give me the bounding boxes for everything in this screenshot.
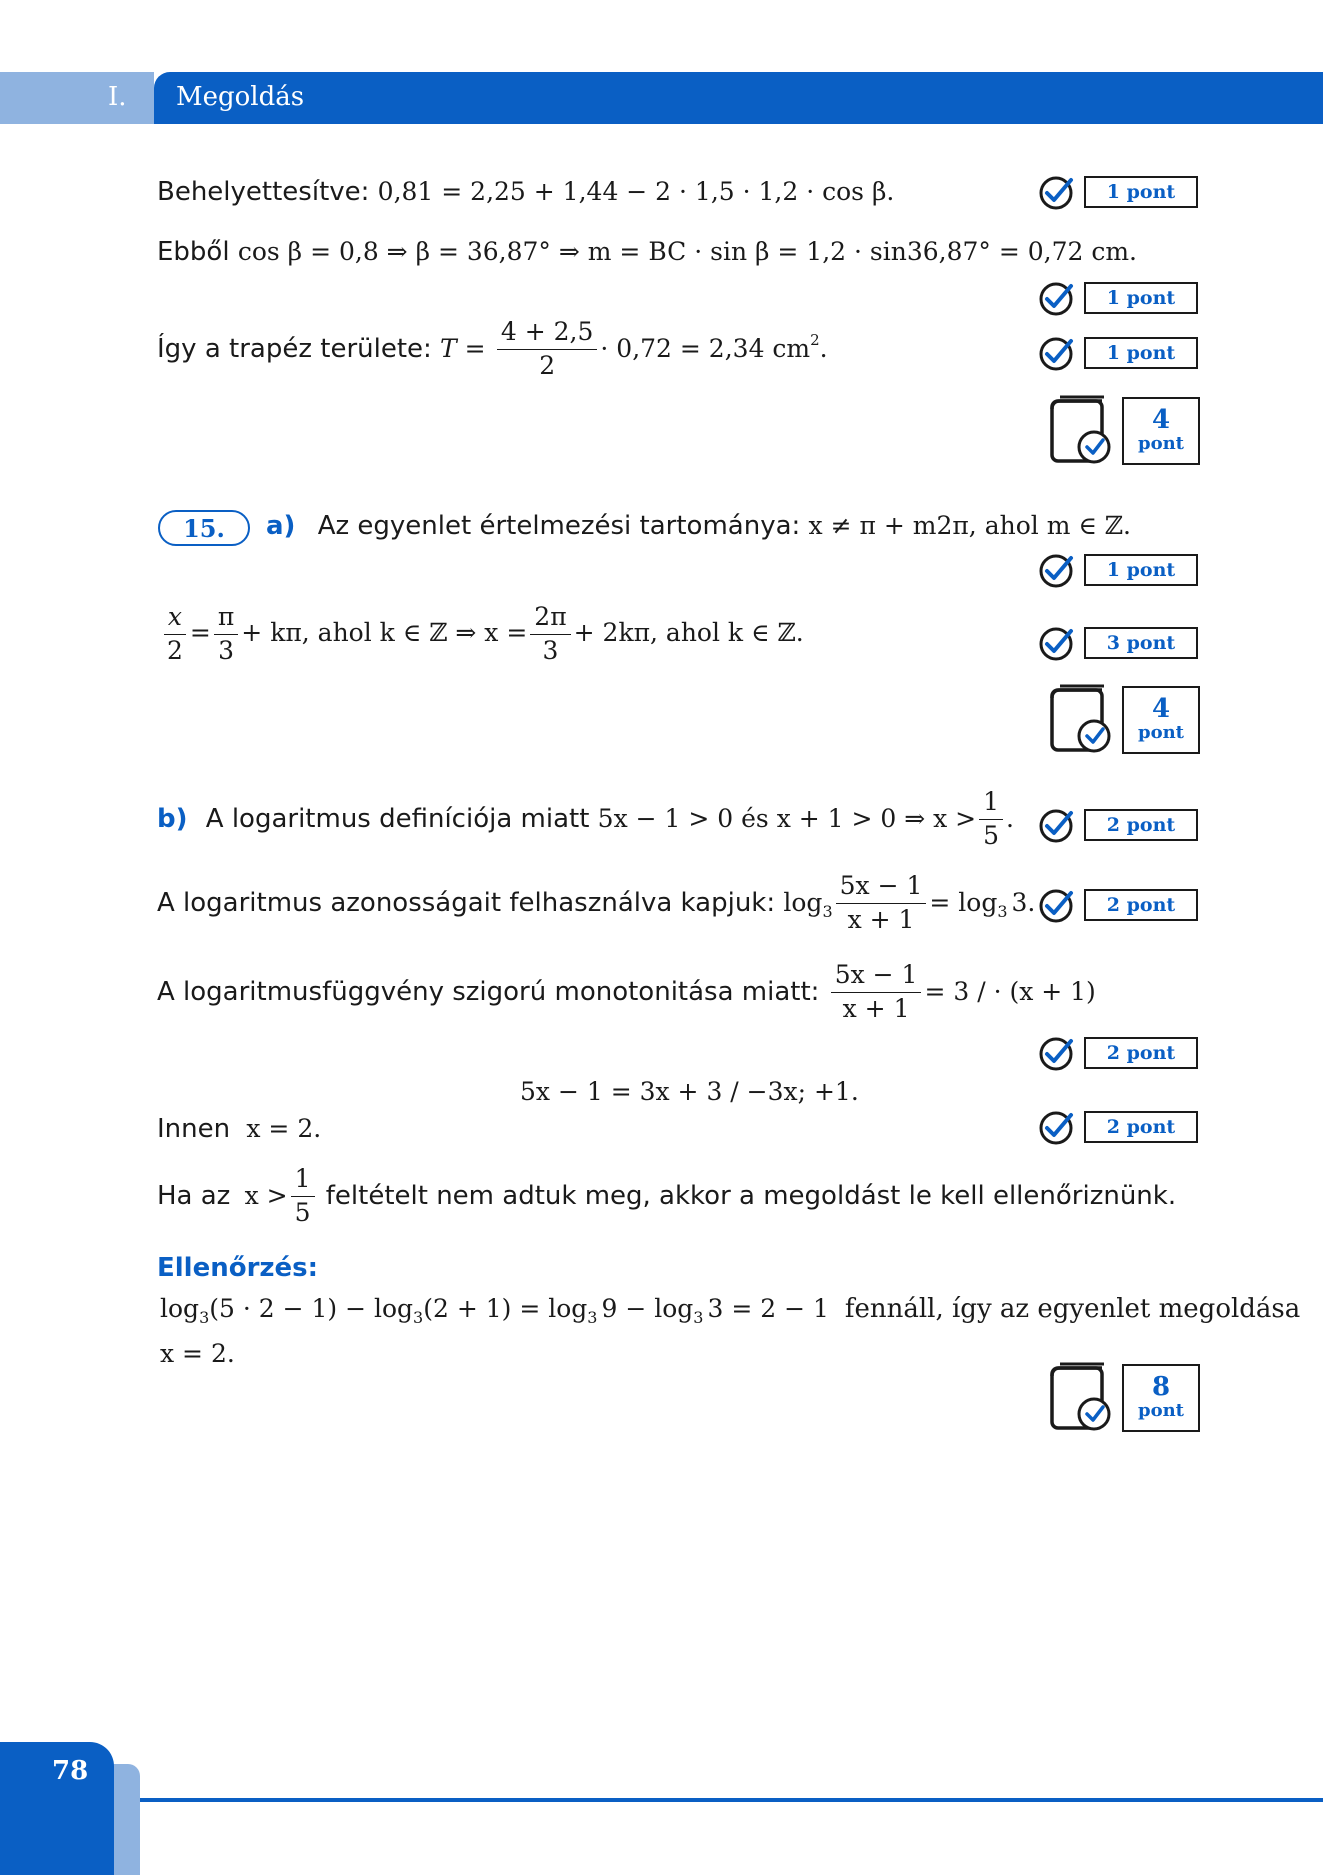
fraction: $\frac{1}{5}$ [291,1165,315,1228]
line-derivation: Ebből cos β = 0,8 ⇒ β = 36,87° ⇒ m = BC · sin β = 1,2 · sin36,87° = 0,72 cm. [157,237,1137,267]
points-badge-2 [1036,278,1198,318]
points-box: 2 pont [1084,889,1198,921]
check-circle-icon [1036,1033,1076,1073]
check-circle-icon [1036,172,1076,212]
points-box: 1 pont [1084,554,1198,586]
points-box: 2 pont [1084,1111,1198,1143]
fraction: $\frac{5x - 1}{x + 1}$ [831,961,922,1024]
check-circle-icon [1036,805,1076,845]
total-points-3 [1048,1362,1200,1434]
check-circle-icon [1036,333,1076,373]
fraction: $\frac{x}{2}$ [163,603,187,666]
header-band [154,72,1323,124]
line-linear-equation: 5x − 1 = 3x + 3 / −3x; +1. [520,1077,859,1106]
points-badge-1 [1036,172,1198,212]
fraction: $\frac{4 + 2,5}{2}$ [497,318,598,381]
line-equation-solve: $\frac{x}{2}$ = $\frac{\pi}{3}$ + kπ, ahol k ∈ ℤ ⇒ x = $\frac{2\pi}{3}$ + 2kπ, ahol k ∈ ℤ. [160,603,804,666]
fraction: $\frac{2\pi}{3}$ [530,603,570,666]
check-circle-icon [1036,1107,1076,1147]
total-points-box: 4 pont [1122,397,1200,465]
page-title: Megoldás [176,82,305,112]
points-badge-4 [1036,550,1198,590]
book-check-icon [1048,395,1114,467]
total-points-2 [1048,684,1200,756]
line-verification-result: x = 2. [160,1339,235,1368]
line-monotonicity: A logaritmusfüggvény szigorú monotonitása miatt: $\frac{5x - 1}{x + 1}$ = 3 / · (x + 1) [157,960,1096,1023]
points-badge-6 [1036,805,1198,845]
check-circle-icon [1036,278,1076,318]
points-badge-7 [1036,885,1198,925]
fraction: $\frac{1}{5}$ [979,788,1003,851]
chapter-number: I. [108,82,127,112]
task-number-badge: 15. [158,510,250,546]
fraction: $\frac{\pi}{3}$ [214,603,238,666]
points-badge-9 [1036,1107,1198,1147]
points-badge-5 [1036,623,1198,663]
line-log-identities: A logaritmus azonosságait felhasználva kapjuk: $\log_3$ $\frac{5x - 1}{x + 1}$ = $\log_3 3$. [157,871,1036,934]
points-badge-3 [1036,333,1198,373]
line-substitution: Behelyettesítve: 0,81 = 2,25 + 1,44 − 2 · 1,5 · 1,2 · cos β. [157,177,895,207]
book-check-icon [1048,684,1114,756]
footer-tab-light [110,1764,140,1875]
total-points-box: 8 pont [1122,1364,1200,1432]
header-left-band [0,72,154,124]
check-circle-icon [1036,623,1076,663]
points-badge-8 [1036,1033,1198,1073]
line-verification: $\log_3(5 \cdot 2 - 1) - \log_3(2 + 1) = \log_3 9 - \log_3 3 = 2 - 1$ fennáll, így az egyenlet megoldása [160,1294,1301,1327]
page-number: 78 [52,1756,89,1786]
points-box: 3 pont [1084,627,1198,659]
points-box: 1 pont [1084,337,1198,369]
points-box: 1 pont [1084,176,1198,208]
points-box: 2 pont [1084,809,1198,841]
book-check-icon [1048,1362,1114,1434]
check-circle-icon [1036,550,1076,590]
line-condition-note: Ha az x > $\frac{1}{5}$ feltételt nem adtuk meg, akkor a megoldást le kell ellenőriznünk. [157,1164,1177,1227]
points-box: 2 pont [1084,1037,1198,1069]
line-result: Innen x = 2. [157,1114,322,1144]
line-area: Így a trapéz területe: T = $\frac{4 + 2,5}{2}$ · 0,72 = 2,34 $cm^2$. [157,317,828,380]
check-heading: Ellenőrzés: [157,1253,319,1283]
fraction: $\frac{5x - 1}{x + 1}$ [836,872,927,935]
points-box: 1 pont [1084,282,1198,314]
line-domain: a) Az egyenlet értelmezési tartománya: x ≠ π + m2π, ahol m ∈ ℤ. [266,511,1131,541]
line-log-definition: b) A logaritmus definíciója miatt 5x − 1 > 0 és x + 1 > 0 ⇒ x > $\frac{1}{5}$ . [157,787,1014,850]
total-points-1 [1048,395,1200,467]
part-a-label: a) [266,511,296,541]
total-points-box: 4 pont [1122,686,1200,754]
part-b-label: b) [157,803,188,834]
check-circle-icon [1036,885,1076,925]
footer-rule [140,1798,1323,1802]
